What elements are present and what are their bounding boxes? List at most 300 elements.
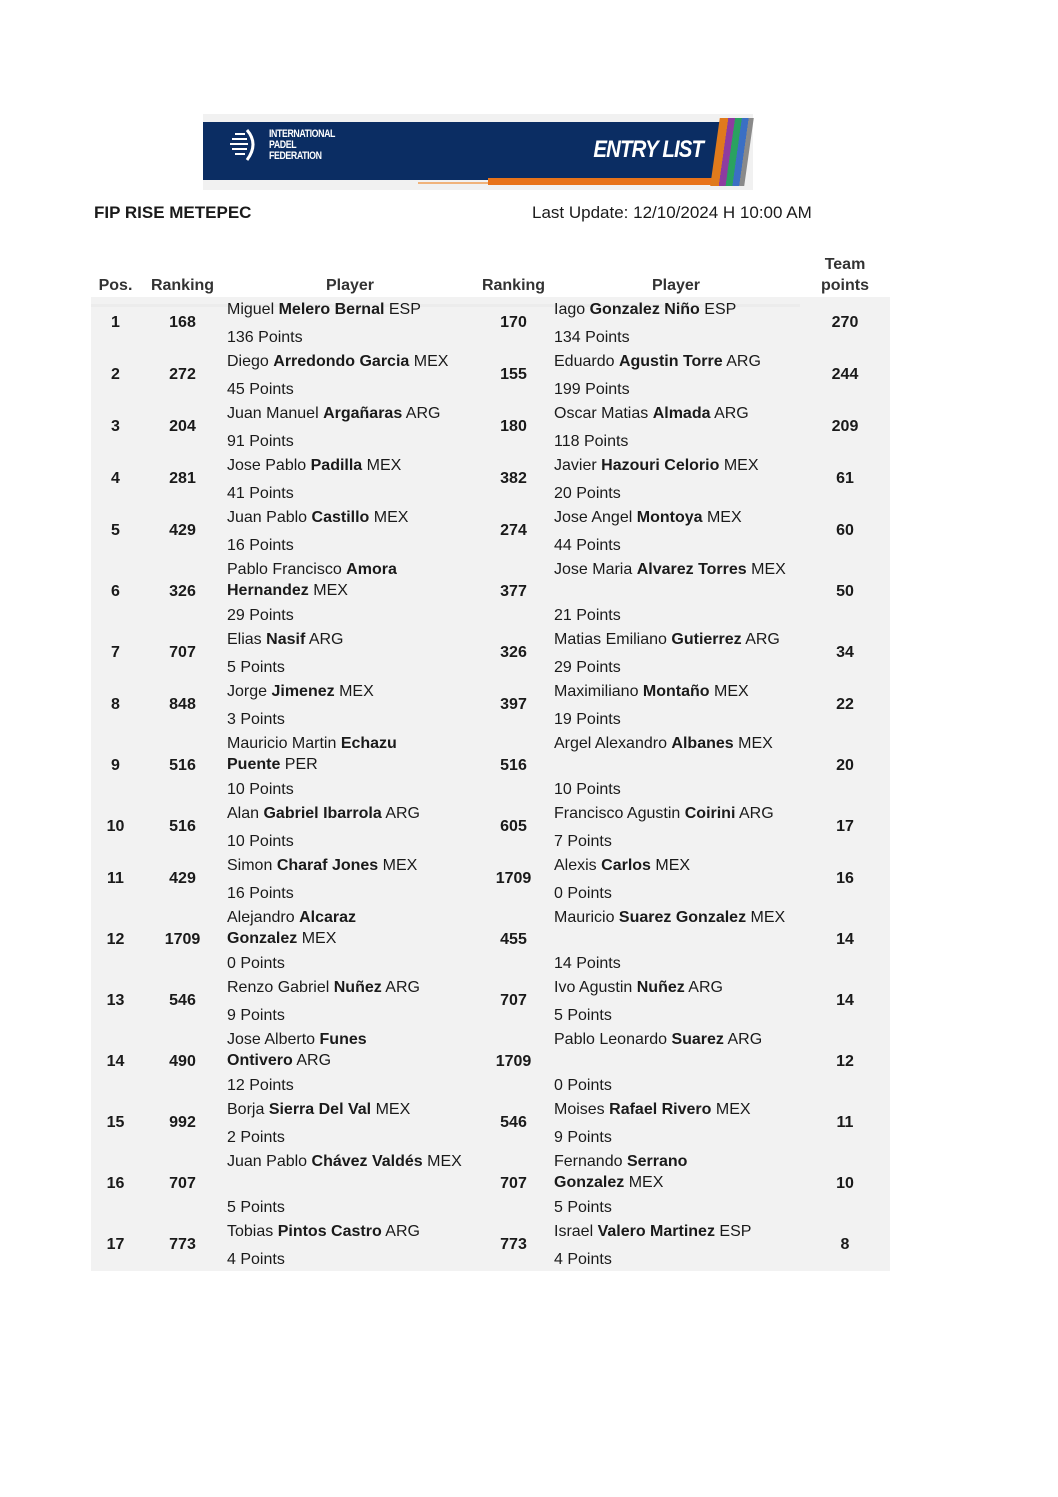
player-last-name: Montaño <box>642 683 710 700</box>
player-first-name: Jose Alberto <box>227 1031 316 1048</box>
player-last-name: Ontivero <box>227 1052 293 1069</box>
player-first-name: Pablo Francisco <box>227 561 342 578</box>
player-last-name: Coirini <box>684 805 736 822</box>
player-country: ARG <box>385 805 420 822</box>
player-first-name: Jose Pablo <box>227 457 307 474</box>
player-first-name: Alejandro <box>227 909 295 926</box>
player-points: 16 Points <box>227 885 294 902</box>
player-points: 0 Points <box>227 955 285 972</box>
ranking-1: 773 <box>169 1236 196 1253</box>
player-name <box>554 1221 800 1242</box>
player-points: 134 Points <box>554 329 630 346</box>
position: 16 <box>106 1175 125 1192</box>
player-points: 16 Points <box>227 537 294 554</box>
player-last-name: Gonzalez <box>227 930 298 947</box>
player-name <box>227 559 475 601</box>
ranking-2: 155 <box>500 366 527 383</box>
team-points: 209 <box>831 418 859 435</box>
player-first-name: Alexis <box>554 857 597 874</box>
table-row <box>91 731 890 801</box>
player-last-name: Gabriel Ibarrola <box>263 805 382 822</box>
player-points: 5 Points <box>554 1007 612 1024</box>
team-points: 16 <box>836 870 854 887</box>
player-points: 0 Points <box>554 1077 612 1094</box>
player-2 <box>552 1027 800 1097</box>
player-1 <box>225 801 475 853</box>
player-first-name: Oscar Matias <box>554 405 649 422</box>
table-row <box>91 1219 890 1271</box>
player-2 <box>552 557 800 627</box>
player-points: 21 Points <box>554 607 621 624</box>
player-2 <box>552 349 800 401</box>
player-1 <box>225 401 475 453</box>
player-2 <box>552 297 800 349</box>
player-name <box>227 507 475 528</box>
player-country: MEX <box>628 1174 664 1191</box>
player-points: 118 Points <box>554 433 629 450</box>
team-points: 12 <box>836 1053 854 1070</box>
player-last-name: Padilla <box>310 457 363 474</box>
ranking-1: 516 <box>169 757 196 774</box>
player-last-name: Gutierrez <box>671 631 742 648</box>
ranking-1: 516 <box>169 818 196 835</box>
position: 9 <box>111 757 120 774</box>
player-points: 10 Points <box>227 781 294 798</box>
ranking-1: 707 <box>169 1175 196 1192</box>
player-country: PER <box>284 756 318 773</box>
position: 1 <box>111 314 120 331</box>
player-first-name: Pablo Leonardo <box>554 1031 667 1048</box>
player-first-name: Juan Pablo <box>227 509 308 526</box>
player-first-name: Diego <box>227 353 269 370</box>
player-1 <box>225 1219 475 1271</box>
team-points: 20 <box>836 757 854 774</box>
player-last-name: Hernandez <box>227 582 309 599</box>
player-name <box>554 507 800 528</box>
table-row <box>91 975 890 1027</box>
table-row <box>91 1027 890 1097</box>
ranking-1: 272 <box>169 366 196 383</box>
position: 11 <box>107 870 124 887</box>
player-2 <box>552 679 800 731</box>
player-points: 20 Points <box>554 485 621 502</box>
position: 15 <box>106 1114 125 1131</box>
player-country: ARG <box>296 1052 332 1069</box>
player-last-name: Serrano <box>626 1153 688 1170</box>
player-country: MEX <box>373 509 409 526</box>
position: 5 <box>111 522 120 539</box>
player-2 <box>552 1149 800 1219</box>
ranking-1: 429 <box>169 870 196 887</box>
player-first-name: Israel <box>554 1223 594 1240</box>
player-name <box>554 1029 800 1050</box>
team-points: 17 <box>836 818 854 835</box>
player-country: ARG <box>714 405 749 422</box>
ranking-1: 281 <box>169 470 196 487</box>
table-row <box>91 679 890 731</box>
player-country: MEX <box>751 561 786 578</box>
ranking-2: 707 <box>500 1175 527 1192</box>
position: 12 <box>106 931 125 948</box>
player-first-name: Juan Pablo <box>227 1153 308 1170</box>
player-points: 7 Points <box>554 833 612 850</box>
player-name <box>227 855 475 876</box>
player-2 <box>552 905 800 975</box>
player-last-name: Agustin Torre <box>618 353 723 370</box>
player-last-name: Suarez <box>671 1031 724 1048</box>
header-player-1: Player <box>225 275 475 307</box>
player-last-name: Sierra Del Val <box>268 1101 372 1118</box>
header-ranking-1: Ranking <box>140 275 225 307</box>
player-2 <box>552 1097 800 1149</box>
table-header <box>91 254 890 297</box>
player-first-name: Argel Alexandro <box>554 735 667 752</box>
player-1 <box>225 453 475 505</box>
table-row <box>91 401 890 453</box>
player-last-name: Nasif <box>266 631 306 648</box>
team-points: 10 <box>836 1175 854 1192</box>
entry-table <box>91 254 890 1271</box>
player-points: 29 Points <box>227 607 294 624</box>
player-first-name: Mauricio Martin <box>227 735 337 752</box>
team-points: 8 <box>840 1236 850 1253</box>
player-points: 10 Points <box>554 781 621 798</box>
player-name <box>227 299 475 320</box>
team-points: 34 <box>836 644 854 661</box>
player-points: 41 Points <box>227 485 294 502</box>
team-points: 61 <box>836 470 854 487</box>
player-country: MEX <box>301 930 337 947</box>
player-last-name: Nuñez <box>636 979 685 996</box>
player-last-name: Pintos Castro <box>277 1223 382 1240</box>
player-name <box>554 855 800 876</box>
player-2 <box>552 401 800 453</box>
ranking-2: 377 <box>500 583 527 600</box>
position: 17 <box>106 1236 125 1253</box>
table-row <box>91 557 890 627</box>
player-first-name: Renzo Gabriel <box>227 979 330 996</box>
player-country: ARG <box>405 405 441 422</box>
player-country: MEX <box>339 683 374 700</box>
player-first-name: Juan Manuel <box>227 405 319 422</box>
player-last-name: Jimenez <box>271 683 335 700</box>
player-2 <box>552 801 800 853</box>
player-2 <box>552 975 800 1027</box>
player-2 <box>552 505 800 557</box>
player-1 <box>225 853 475 905</box>
player-name <box>554 681 800 702</box>
player-country: ARG <box>385 979 420 996</box>
player-points: 29 Points <box>554 659 621 676</box>
player-first-name: Mauricio <box>554 909 615 926</box>
player-name <box>227 1221 475 1242</box>
player-points: 136 Points <box>227 329 303 346</box>
player-1 <box>225 905 475 975</box>
player-1 <box>225 349 475 401</box>
player-first-name: Moises <box>554 1101 605 1118</box>
player-first-name: Borja <box>227 1101 265 1118</box>
team-points: 14 <box>836 992 854 1009</box>
player-country: MEX <box>382 857 418 874</box>
player-points: 45 Points <box>227 381 294 398</box>
player-country: MEX <box>714 683 749 700</box>
table-row <box>91 1097 890 1149</box>
player-country: MEX <box>750 909 786 926</box>
player-1 <box>225 557 475 627</box>
player-first-name: Maximiliano <box>554 683 639 700</box>
player-1 <box>225 627 475 679</box>
player-country: ARG <box>688 979 723 996</box>
player-name <box>227 803 475 824</box>
player-2 <box>552 731 800 801</box>
player-points: 4 Points <box>227 1251 285 1268</box>
ranking-2: 397 <box>500 696 527 713</box>
player-name <box>227 455 475 476</box>
player-points: 91 Points <box>227 433 294 450</box>
banner-accent-line <box>418 182 493 184</box>
player-last-name: Montoya <box>636 509 703 526</box>
player-country: MEX <box>366 457 402 474</box>
team-points: 244 <box>831 366 859 383</box>
player-country: MEX <box>427 1153 462 1170</box>
header-player-2: Player <box>552 275 800 307</box>
player-last-name: Gonzalez <box>554 1174 625 1191</box>
player-name <box>227 351 475 372</box>
player-last-name: Suarez Gonzalez <box>618 909 747 926</box>
player-name <box>554 803 800 824</box>
player-last-name: Castillo <box>311 509 370 526</box>
ranking-2: 326 <box>500 644 527 661</box>
ranking-1: 1709 <box>164 931 201 948</box>
player-name <box>554 559 800 580</box>
player-points: 9 Points <box>227 1007 285 1024</box>
ranking-1: 168 <box>169 314 196 331</box>
player-name <box>554 1099 800 1120</box>
player-last-name: Argañaras <box>323 405 403 422</box>
player-name <box>554 299 800 320</box>
ranking-2: 455 <box>500 931 527 948</box>
padel-ball-icon <box>227 127 261 163</box>
player-points: 44 Points <box>554 537 621 554</box>
player-name <box>227 1029 475 1071</box>
ranking-2: 170 <box>500 314 527 331</box>
player-last-name: Funes <box>319 1031 367 1048</box>
player-name <box>554 455 800 476</box>
player-last-name: Melero Bernal <box>278 301 385 318</box>
player-points: 14 Points <box>554 955 621 972</box>
ranking-1: 707 <box>169 644 196 661</box>
player-2 <box>552 1219 800 1271</box>
player-name <box>227 977 475 998</box>
player-first-name: Jose Maria <box>554 561 633 578</box>
player-country: ESP <box>388 301 421 318</box>
banner-orange-bar <box>488 178 728 185</box>
player-last-name: Echazu <box>340 735 397 752</box>
player-first-name: Javier <box>554 457 597 474</box>
logo-text <box>269 129 335 162</box>
player-country: ESP <box>719 1223 752 1240</box>
player-last-name: Albanes <box>671 735 734 752</box>
player-1 <box>225 975 475 1027</box>
ranking-2: 546 <box>500 1114 527 1131</box>
position: 13 <box>106 992 125 1009</box>
table-row <box>91 905 890 975</box>
position: 7 <box>111 644 120 661</box>
team-points: 270 <box>831 314 859 331</box>
player-last-name: Carlos <box>601 857 651 874</box>
table-row <box>91 453 890 505</box>
player-last-name: Alcaraz <box>299 909 356 926</box>
player-last-name: Puente <box>227 756 281 773</box>
team-points: 50 <box>836 583 854 600</box>
ranking-2: 516 <box>500 757 527 774</box>
position: 2 <box>111 366 120 383</box>
player-country: MEX <box>413 353 449 370</box>
fip-logo <box>227 127 352 163</box>
player-country: MEX <box>375 1101 411 1118</box>
player-points: 9 Points <box>554 1129 612 1146</box>
ranking-2: 274 <box>500 522 527 539</box>
header-pos: Pos. <box>91 275 140 307</box>
ranking-1: 848 <box>169 696 196 713</box>
fip-banner <box>203 114 753 190</box>
table-row <box>91 801 890 853</box>
table-row <box>91 349 890 401</box>
player-country: MEX <box>715 1101 751 1118</box>
player-country: ESP <box>704 301 737 318</box>
player-points: 10 Points <box>227 833 294 850</box>
player-first-name: Eduardo <box>554 353 615 370</box>
player-first-name: Simon <box>227 857 273 874</box>
event-title: FIP RISE METEPEC <box>94 203 252 222</box>
player-first-name: Ivo Agustin <box>554 979 633 996</box>
player-first-name: Jorge <box>227 683 268 700</box>
player-name <box>554 1151 800 1193</box>
player-name <box>554 977 800 998</box>
player-last-name: Chávez Valdés <box>311 1153 423 1170</box>
header-team-points: Team points <box>821 256 869 294</box>
player-1 <box>225 297 475 349</box>
player-points: 199 Points <box>554 381 630 398</box>
player-last-name: Alvarez Torres <box>636 561 747 578</box>
logo-line: PADEL <box>269 138 297 151</box>
player-1 <box>225 1097 475 1149</box>
player-country: ARG <box>745 631 780 648</box>
ranking-2: 1709 <box>495 1053 532 1070</box>
player-points: 5 Points <box>554 1199 612 1216</box>
player-points: 12 Points <box>227 1077 294 1094</box>
player-1 <box>225 505 475 557</box>
player-1 <box>225 1149 475 1219</box>
player-last-name: Arredondo Garcia <box>273 353 410 370</box>
ranking-2: 1709 <box>495 870 532 887</box>
ranking-2: 180 <box>500 418 527 435</box>
player-2 <box>552 453 800 505</box>
player-country: MEX <box>655 857 691 874</box>
table-row <box>91 1149 890 1219</box>
banner-title: ENTRY LIST <box>593 136 703 163</box>
ranking-1: 992 <box>169 1114 196 1131</box>
position: 10 <box>106 818 125 835</box>
player-name <box>554 403 800 424</box>
player-country: ARG <box>385 1223 420 1240</box>
ranking-1: 490 <box>169 1053 196 1070</box>
player-last-name: Rafael Rivero <box>609 1101 712 1118</box>
player-first-name: Tobias <box>227 1223 274 1240</box>
position: 14 <box>106 1053 125 1070</box>
player-last-name: Gonzalez Niño <box>589 301 700 318</box>
player-first-name: Miguel <box>227 301 275 318</box>
ranking-1: 204 <box>169 418 196 435</box>
table-body <box>91 297 890 1271</box>
player-1 <box>225 679 475 731</box>
player-country: MEX <box>706 509 742 526</box>
player-points: 19 Points <box>554 711 621 728</box>
player-points: 5 Points <box>227 1199 285 1216</box>
player-country: MEX <box>723 457 759 474</box>
player-last-name: Valero Martinez <box>597 1223 715 1240</box>
player-last-name: Almada <box>652 405 711 422</box>
player-country: ARG <box>738 805 774 822</box>
table-row <box>91 505 890 557</box>
player-first-name: Jose Angel <box>554 509 633 526</box>
player-name <box>227 733 475 775</box>
player-first-name: Iago <box>554 301 586 318</box>
player-1 <box>225 731 475 801</box>
last-update: Last Update: 12/10/2024 H 10:00 AM <box>532 203 812 222</box>
team-points: 11 <box>836 1114 854 1131</box>
team-points: 60 <box>836 522 854 539</box>
table-row <box>91 627 890 679</box>
player-first-name: Alan <box>227 805 260 822</box>
ranking-2: 605 <box>500 818 527 835</box>
player-first-name: Francisco Agustin <box>554 805 681 822</box>
table-row <box>91 297 890 349</box>
player-name <box>554 629 800 650</box>
player-name <box>227 1099 475 1120</box>
ranking-1: 429 <box>169 522 196 539</box>
player-1 <box>225 1027 475 1097</box>
ranking-2: 382 <box>500 470 527 487</box>
table-row <box>91 853 890 905</box>
team-points: 14 <box>836 931 854 948</box>
player-country: ARG <box>726 353 761 370</box>
logo-line: FEDERATION <box>269 149 322 162</box>
player-last-name: Amora <box>346 561 397 578</box>
ranking-1: 546 <box>169 992 196 1009</box>
player-points: 5 Points <box>227 659 285 676</box>
player-country: MEX <box>738 735 773 752</box>
player-name <box>554 907 800 928</box>
player-country: ARG <box>308 631 344 648</box>
player-name <box>227 907 475 949</box>
player-2 <box>552 853 800 905</box>
player-name <box>227 1151 475 1172</box>
player-name <box>227 681 475 702</box>
logo-line: INTERNATIONAL <box>269 127 336 140</box>
player-last-name: Charaf Jones <box>276 857 379 874</box>
player-points: 3 Points <box>227 711 285 728</box>
player-name <box>227 403 475 424</box>
player-points: 2 Points <box>227 1129 285 1146</box>
player-2 <box>552 627 800 679</box>
player-first-name: Matias Emiliano <box>554 631 667 648</box>
player-country: MEX <box>313 582 348 599</box>
header-ranking-2: Ranking <box>475 275 552 307</box>
ranking-2: 773 <box>500 1236 527 1253</box>
player-country: ARG <box>727 1031 763 1048</box>
player-name <box>554 733 800 754</box>
